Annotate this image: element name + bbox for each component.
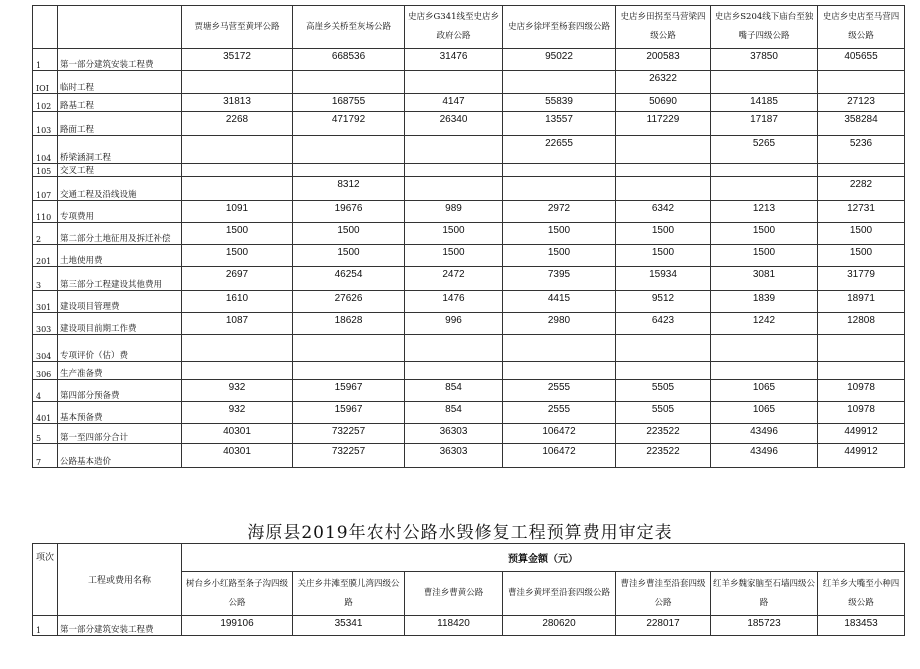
col-header: 曹洼乡曹洼至沿套四级公路 <box>616 572 711 616</box>
value-cell <box>405 177 503 201</box>
header-row <box>33 6 905 49</box>
row-name: 基本预备费 <box>58 402 182 424</box>
row-name: 第一至四部分合计 <box>58 424 182 444</box>
value-cell <box>711 362 818 380</box>
row-code: 103 <box>33 112 58 136</box>
value-cell: 27626 <box>293 291 405 313</box>
value-cell: 2472 <box>405 267 503 291</box>
value-cell: 996 <box>405 313 503 335</box>
value-cell <box>711 177 818 201</box>
value-cell: 22655 <box>503 136 616 164</box>
value-cell: 27123 <box>818 94 905 112</box>
col-header: 贾塘乡马营至黄坪公路 <box>182 6 293 49</box>
value-cell: 50690 <box>616 94 711 112</box>
col-header: 高崖乡关桥至灰场公路 <box>293 6 405 49</box>
table-row <box>33 313 905 335</box>
value-cell <box>616 177 711 201</box>
value-cell: 106472 <box>503 444 616 468</box>
value-cell <box>503 164 616 177</box>
table-row <box>33 164 905 177</box>
budget-header: 预算金额（元） <box>182 544 905 572</box>
value-cell: 31813 <box>182 94 293 112</box>
value-cell: 1091 <box>182 201 293 223</box>
value-cell <box>405 71 503 94</box>
value-cell: 199106 <box>182 616 293 636</box>
table-row <box>33 335 905 362</box>
table-row <box>33 112 905 136</box>
table-row <box>33 201 905 223</box>
value-cell: 854 <box>405 402 503 424</box>
value-cell: 668536 <box>293 49 405 71</box>
row-code: 110 <box>33 201 58 223</box>
value-cell: 55839 <box>503 94 616 112</box>
col-header: 史店乡田拐至马营梁四级公路 <box>616 6 711 49</box>
value-cell <box>293 136 405 164</box>
value-cell: 1500 <box>293 223 405 245</box>
value-cell: 932 <box>182 380 293 402</box>
row-name: 交通工程及沿线设施 <box>58 177 182 201</box>
value-cell <box>818 335 905 362</box>
value-cell <box>405 335 503 362</box>
table-row <box>33 402 905 424</box>
row-name: 第一部分建筑安装工程费 <box>58 49 182 71</box>
code-header: 项次 <box>33 544 58 616</box>
value-cell: 1065 <box>711 380 818 402</box>
row-code: 306 <box>33 362 58 380</box>
value-cell: 358284 <box>818 112 905 136</box>
value-cell: 118420 <box>405 616 503 636</box>
row-code: 401 <box>33 402 58 424</box>
value-cell: 1500 <box>182 245 293 267</box>
table-row <box>33 380 905 402</box>
col-header: 史店乡S204线下庙台至独嘴子四级公路 <box>711 6 818 49</box>
table-row <box>33 94 905 112</box>
value-cell: 471792 <box>293 112 405 136</box>
row-code: 1 <box>33 49 58 71</box>
col-header: 关庄乡井滩至膜儿湾四级公路 <box>293 572 405 616</box>
row-name: 桥梁涵洞工程 <box>58 136 182 164</box>
col-header: 树台乡小红路至条子沟四级公路 <box>182 572 293 616</box>
row-code: 105 <box>33 164 58 177</box>
row-name: 第四部分预备费 <box>58 380 182 402</box>
table-row <box>33 177 905 201</box>
value-cell <box>293 335 405 362</box>
value-cell: 37850 <box>711 49 818 71</box>
value-cell: 13557 <box>503 112 616 136</box>
value-cell: 8312 <box>293 177 405 201</box>
row-name: 第一部分建筑安装工程费 <box>58 616 182 636</box>
value-cell <box>182 136 293 164</box>
col-header: 红羊乡大嘴至小种四级公路 <box>818 572 905 616</box>
value-cell: 10978 <box>818 402 905 424</box>
table-row <box>33 444 905 468</box>
value-cell: 405655 <box>818 49 905 71</box>
value-cell <box>503 335 616 362</box>
value-cell: 1500 <box>182 223 293 245</box>
value-cell: 2555 <box>503 380 616 402</box>
row-code: 5 <box>33 424 58 444</box>
row-name: 建设项目管理费 <box>58 291 182 313</box>
value-cell <box>405 164 503 177</box>
value-cell: 12731 <box>818 201 905 223</box>
row-name: 路面工程 <box>58 112 182 136</box>
value-cell: 168755 <box>293 94 405 112</box>
value-cell <box>818 71 905 94</box>
value-cell <box>818 164 905 177</box>
value-cell <box>405 136 503 164</box>
value-cell: 31476 <box>405 49 503 71</box>
col-header: 曹洼乡黄坪至沿套四级公路 <box>503 572 616 616</box>
value-cell: 117229 <box>616 112 711 136</box>
table-row <box>33 424 905 444</box>
row-name: 专项费用 <box>58 201 182 223</box>
value-cell: 2268 <box>182 112 293 136</box>
value-cell: 15934 <box>616 267 711 291</box>
value-cell: 106472 <box>503 424 616 444</box>
value-cell: 1839 <box>711 291 818 313</box>
value-cell: 2282 <box>818 177 905 201</box>
value-cell: 5236 <box>818 136 905 164</box>
value-cell <box>818 362 905 380</box>
row-code: 4 <box>33 380 58 402</box>
table-row <box>33 267 905 291</box>
value-cell <box>616 362 711 380</box>
row-code: 104 <box>33 136 58 164</box>
value-cell: 5505 <box>616 402 711 424</box>
header-code-cell <box>33 6 58 49</box>
value-cell: 12808 <box>818 313 905 335</box>
value-cell: 1500 <box>503 245 616 267</box>
row-code: 3 <box>33 267 58 291</box>
value-cell: 40301 <box>182 444 293 468</box>
value-cell: 1500 <box>616 245 711 267</box>
value-cell: 2697 <box>182 267 293 291</box>
value-cell <box>182 335 293 362</box>
value-cell: 1500 <box>818 245 905 267</box>
col-header: 曹洼乡曹黄公路 <box>405 572 503 616</box>
value-cell <box>293 164 405 177</box>
value-cell <box>503 177 616 201</box>
header-name-cell <box>58 6 182 49</box>
row-name: 路基工程 <box>58 94 182 112</box>
value-cell: 183453 <box>818 616 905 636</box>
value-cell <box>503 71 616 94</box>
value-cell: 95022 <box>503 49 616 71</box>
value-cell <box>405 362 503 380</box>
value-cell: 5265 <box>711 136 818 164</box>
value-cell: 1087 <box>182 313 293 335</box>
row-name: 公路基本造价 <box>58 444 182 468</box>
value-cell: 19676 <box>293 201 405 223</box>
value-cell: 36303 <box>405 444 503 468</box>
value-cell <box>616 164 711 177</box>
value-cell: 1500 <box>711 245 818 267</box>
row-name: 第二部分土地征用及拆迁补偿 <box>58 223 182 245</box>
value-cell: 449912 <box>818 424 905 444</box>
value-cell: 4147 <box>405 94 503 112</box>
row-name: 交叉工程 <box>58 164 182 177</box>
value-cell: 854 <box>405 380 503 402</box>
row-code: 304 <box>33 335 58 362</box>
value-cell: 2980 <box>503 313 616 335</box>
value-cell: 200583 <box>616 49 711 71</box>
value-cell: 1500 <box>616 223 711 245</box>
value-cell <box>711 164 818 177</box>
row-code: 1 <box>33 616 58 636</box>
value-cell <box>182 71 293 94</box>
table-row <box>33 291 905 313</box>
value-cell: 40301 <box>182 424 293 444</box>
value-cell: 18971 <box>818 291 905 313</box>
value-cell <box>293 362 405 380</box>
value-cell: 449912 <box>818 444 905 468</box>
value-cell <box>711 335 818 362</box>
value-cell <box>182 164 293 177</box>
value-cell: 17187 <box>711 112 818 136</box>
value-cell: 228017 <box>616 616 711 636</box>
value-cell: 36303 <box>405 424 503 444</box>
value-cell <box>182 177 293 201</box>
row-name: 第三部分工程建设其他费用 <box>58 267 182 291</box>
value-cell: 280620 <box>503 616 616 636</box>
value-cell: 2555 <box>503 402 616 424</box>
table-row <box>33 49 905 71</box>
value-cell: 1500 <box>405 223 503 245</box>
row-name: 建设项目前期工作费 <box>58 313 182 335</box>
col-header: 史店乡G341线至史店乡政府公路 <box>405 6 503 49</box>
row-code: IOI <box>33 71 58 94</box>
row-name: 专项评价（估）费 <box>58 335 182 362</box>
value-cell: 4415 <box>503 291 616 313</box>
row-code: 2 <box>33 223 58 245</box>
value-cell: 6342 <box>616 201 711 223</box>
value-cell: 6423 <box>616 313 711 335</box>
value-cell: 26322 <box>616 71 711 94</box>
cost-table-2 <box>32 543 905 636</box>
row-name: 生产准备费 <box>58 362 182 380</box>
value-cell <box>616 335 711 362</box>
value-cell: 1213 <box>711 201 818 223</box>
value-cell: 9512 <box>616 291 711 313</box>
value-cell <box>503 362 616 380</box>
value-cell: 7395 <box>503 267 616 291</box>
value-cell: 989 <box>405 201 503 223</box>
value-cell: 46254 <box>293 267 405 291</box>
value-cell: 15967 <box>293 380 405 402</box>
table-row <box>33 245 905 267</box>
table-row <box>33 71 905 94</box>
value-cell: 932 <box>182 402 293 424</box>
value-cell: 31779 <box>818 267 905 291</box>
value-cell <box>711 71 818 94</box>
value-cell: 1476 <box>405 291 503 313</box>
value-cell: 14185 <box>711 94 818 112</box>
value-cell: 10978 <box>818 380 905 402</box>
col-header: 史店乡史店至马营四级公路 <box>818 6 905 49</box>
row-code: 303 <box>33 313 58 335</box>
value-cell: 15967 <box>293 402 405 424</box>
value-cell: 732257 <box>293 444 405 468</box>
col-header: 史店乡徐坪至杨套四级公路 <box>503 6 616 49</box>
row-code: 201 <box>33 245 58 267</box>
value-cell: 35341 <box>293 616 405 636</box>
table-row <box>33 616 905 636</box>
value-cell: 185723 <box>711 616 818 636</box>
row-code: 102 <box>33 94 58 112</box>
value-cell <box>293 71 405 94</box>
value-cell: 1500 <box>293 245 405 267</box>
row-name: 土地使用费 <box>58 245 182 267</box>
value-cell: 43496 <box>711 444 818 468</box>
col-header: 红羊乡魏家脑至石墙四级公路 <box>711 572 818 616</box>
header-row <box>33 544 905 572</box>
table-row <box>33 136 905 164</box>
page-title: 海原县2019年农村公路水毁修复工程预算费用审定表 <box>247 523 673 543</box>
value-cell: 5505 <box>616 380 711 402</box>
table-row <box>33 223 905 245</box>
row-code: 107 <box>33 177 58 201</box>
value-cell: 26340 <box>405 112 503 136</box>
value-cell: 1500 <box>711 223 818 245</box>
value-cell: 18628 <box>293 313 405 335</box>
table-row <box>33 362 905 380</box>
value-cell: 43496 <box>711 424 818 444</box>
row-code: 7 <box>33 444 58 468</box>
value-cell: 35172 <box>182 49 293 71</box>
value-cell: 3081 <box>711 267 818 291</box>
value-cell <box>616 136 711 164</box>
value-cell: 1065 <box>711 402 818 424</box>
value-cell: 1500 <box>405 245 503 267</box>
value-cell: 223522 <box>616 424 711 444</box>
row-code: 301 <box>33 291 58 313</box>
value-cell: 2972 <box>503 201 616 223</box>
value-cell: 223522 <box>616 444 711 468</box>
value-cell: 1610 <box>182 291 293 313</box>
name-header: 工程或费用名称 <box>58 544 182 616</box>
value-cell: 732257 <box>293 424 405 444</box>
value-cell: 1500 <box>503 223 616 245</box>
cost-table-1 <box>32 5 905 468</box>
value-cell: 1500 <box>818 223 905 245</box>
value-cell <box>182 362 293 380</box>
row-name: 临时工程 <box>58 71 182 94</box>
value-cell: 1242 <box>711 313 818 335</box>
